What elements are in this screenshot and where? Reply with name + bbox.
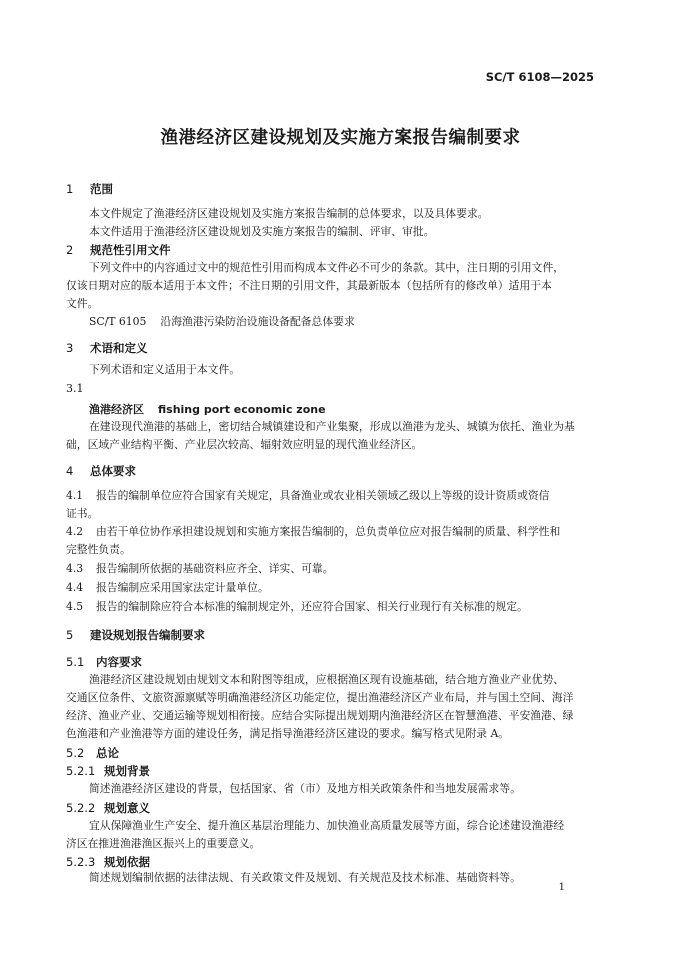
subsection-title: 规划意义 [104,801,150,815]
section-title: 范围 [90,182,113,196]
section-number: 1 [66,182,74,196]
section-number: 5 [66,628,74,642]
clause-4-2 [66,524,560,539]
subsection-title: 总论 [96,746,119,760]
standard-code: SC/T 6108—2025 [485,70,594,84]
paragraph-line: 简述规划编制依据的法律法规、有关政策文件及规划、有关规范及技术标准、基础资料等。 [89,871,521,884]
clause-number: 4.2 [66,525,84,538]
section-title: 规范性引用文件 [90,243,171,257]
definition-line: 在建设现代渔港的基础上，密切结合城镇建设和产业集聚，形成以渔港为龙头、城镇为依托、渔业为基 [89,420,575,433]
clause-continuation: 完整性负责。 [66,543,131,556]
paragraph: 本文件规定了渔港经济区建设规划及实施方案报告编制的总体要求，以及具体要求。 [89,207,489,220]
clause-text: 报告编制所依据的基础资料应齐全、详实、可靠。 [96,562,334,575]
definition-line: 础，区域产业结构平衡、产业层次较高、辐射效应明显的现代渔业经济区。 [66,438,423,451]
subsection-title: 规划背景 [104,764,150,778]
subsection-number: 5.2.2 [66,801,96,815]
reference-title: 沿海渔港污染防治设施设备配备总体要求 [160,315,355,328]
subsection-5-2-2-heading [66,800,150,816]
subsection-5-2-1-heading [66,763,150,779]
subsection-number: 5.2 [66,746,85,760]
clause-text: 报告的编制单位应符合国家有关规定，具备渔业或农业相关领域乙级以上等级的设计资质或资信 [96,489,550,502]
subsection-title: 内容要求 [96,655,142,669]
section-2-heading [66,242,171,258]
term-english: fishing port economic zone [158,403,326,416]
clause-text: 报告的编制除应符合本标准的编制规定外，还应符合国家、相关行业现行有关标准的规定。 [96,600,528,613]
reference-code: SC/T 6105 [89,315,147,328]
paragraph: 本文件适用于渔港经济区建设规划及实施方案报告的编制、评审、审批。 [89,225,435,238]
term-number: 3.1 [66,382,84,395]
section-number: 3 [66,341,74,355]
subsection-title: 规划依据 [104,855,150,869]
section-3-heading [66,340,148,356]
subsection-5-2-heading [66,745,119,761]
clause-text: 报告编制应采用国家法定计量单位。 [96,581,269,594]
clause-text: 由若干单位协作承担建设规划和实施方案报告编制的，总负责单位应对报告编制的质量、科学性和 [96,525,561,538]
section-5-heading [66,627,205,643]
clause-4-5 [66,599,528,614]
normative-reference [89,314,355,329]
paragraph-line: 下列文件中的内容通过文中的规范性引用而构成本文件必不可少的条款。其中，注日期的引用文件， [89,261,565,274]
paragraph-line: 经济、渔业产业、交通运输等规划相衔接。应结合实际提出规划期内渔港经济区在智慧渔港、平安渔港、绿 [66,709,574,722]
clause-4-1 [66,488,549,503]
subsection-5-2-3-heading [66,854,150,870]
paragraph-line: 简述渔港经济区建设的背景，包括国家、省（市）及地方相关政策条件和当地发展需求等。 [89,782,521,795]
clause-4-4 [66,580,269,595]
page-number: 1 [558,882,565,893]
term-entry [89,401,326,417]
subsection-number: 5.1 [66,655,85,669]
section-4-heading [66,463,136,479]
clause-number: 4.4 [66,581,84,594]
document-title: 渔港经济区建设规划及实施方案报告编制要求 [160,128,521,148]
subsection-number: 5.2.1 [66,764,96,778]
section-title: 建设规划报告编制要求 [90,628,205,642]
paragraph-line: 渔港经济区建设规划由规划文本和附图等组成，应根据渔区现有设施基础，结合地方渔业产业优势、 [89,673,565,686]
paragraph-line: 宜从保障渔业生产安全、提升渔区基层治理能力、加快渔业高质量发展等方面，综合论述建设渔港经 [89,819,565,832]
paragraph-line: 交通区位条件、文旅资源禀赋等明确渔港经济区功能定位，提出渔港经济区产业布局，并与国土空间、海洋 [66,691,574,704]
section-1-heading [66,181,113,197]
clause-continuation: 证书。 [66,507,99,520]
paragraph-line: 仅该日期对应的版本适用于本文件；不注日期的引用文件，其最新版本（包括所有的修改单）适用于本 [66,279,552,292]
subsection-5-1-heading [66,654,142,670]
paragraph-line: 色渔港和产业渔港等方面的建设任务，满足指导渔港经济区建设的要求。编写格式见附录 A。 [66,727,510,740]
term-chinese: 渔港经济区 [89,403,144,416]
clause-number: 4.3 [66,562,84,575]
section-title: 术语和定义 [90,341,148,355]
section-number: 4 [66,464,74,478]
subsection-number: 5.2.3 [66,855,96,869]
clause-4-3 [66,561,334,576]
paragraph: 下列术语和定义适用于本文件。 [89,363,241,376]
clause-number: 4.5 [66,600,84,613]
section-number: 2 [66,243,74,257]
paragraph-line: 文件。 [66,297,99,310]
clause-number: 4.1 [66,489,84,502]
paragraph-line: 济区在推进渔港渔区振兴上的重要意义。 [66,837,261,850]
section-title: 总体要求 [90,464,136,478]
